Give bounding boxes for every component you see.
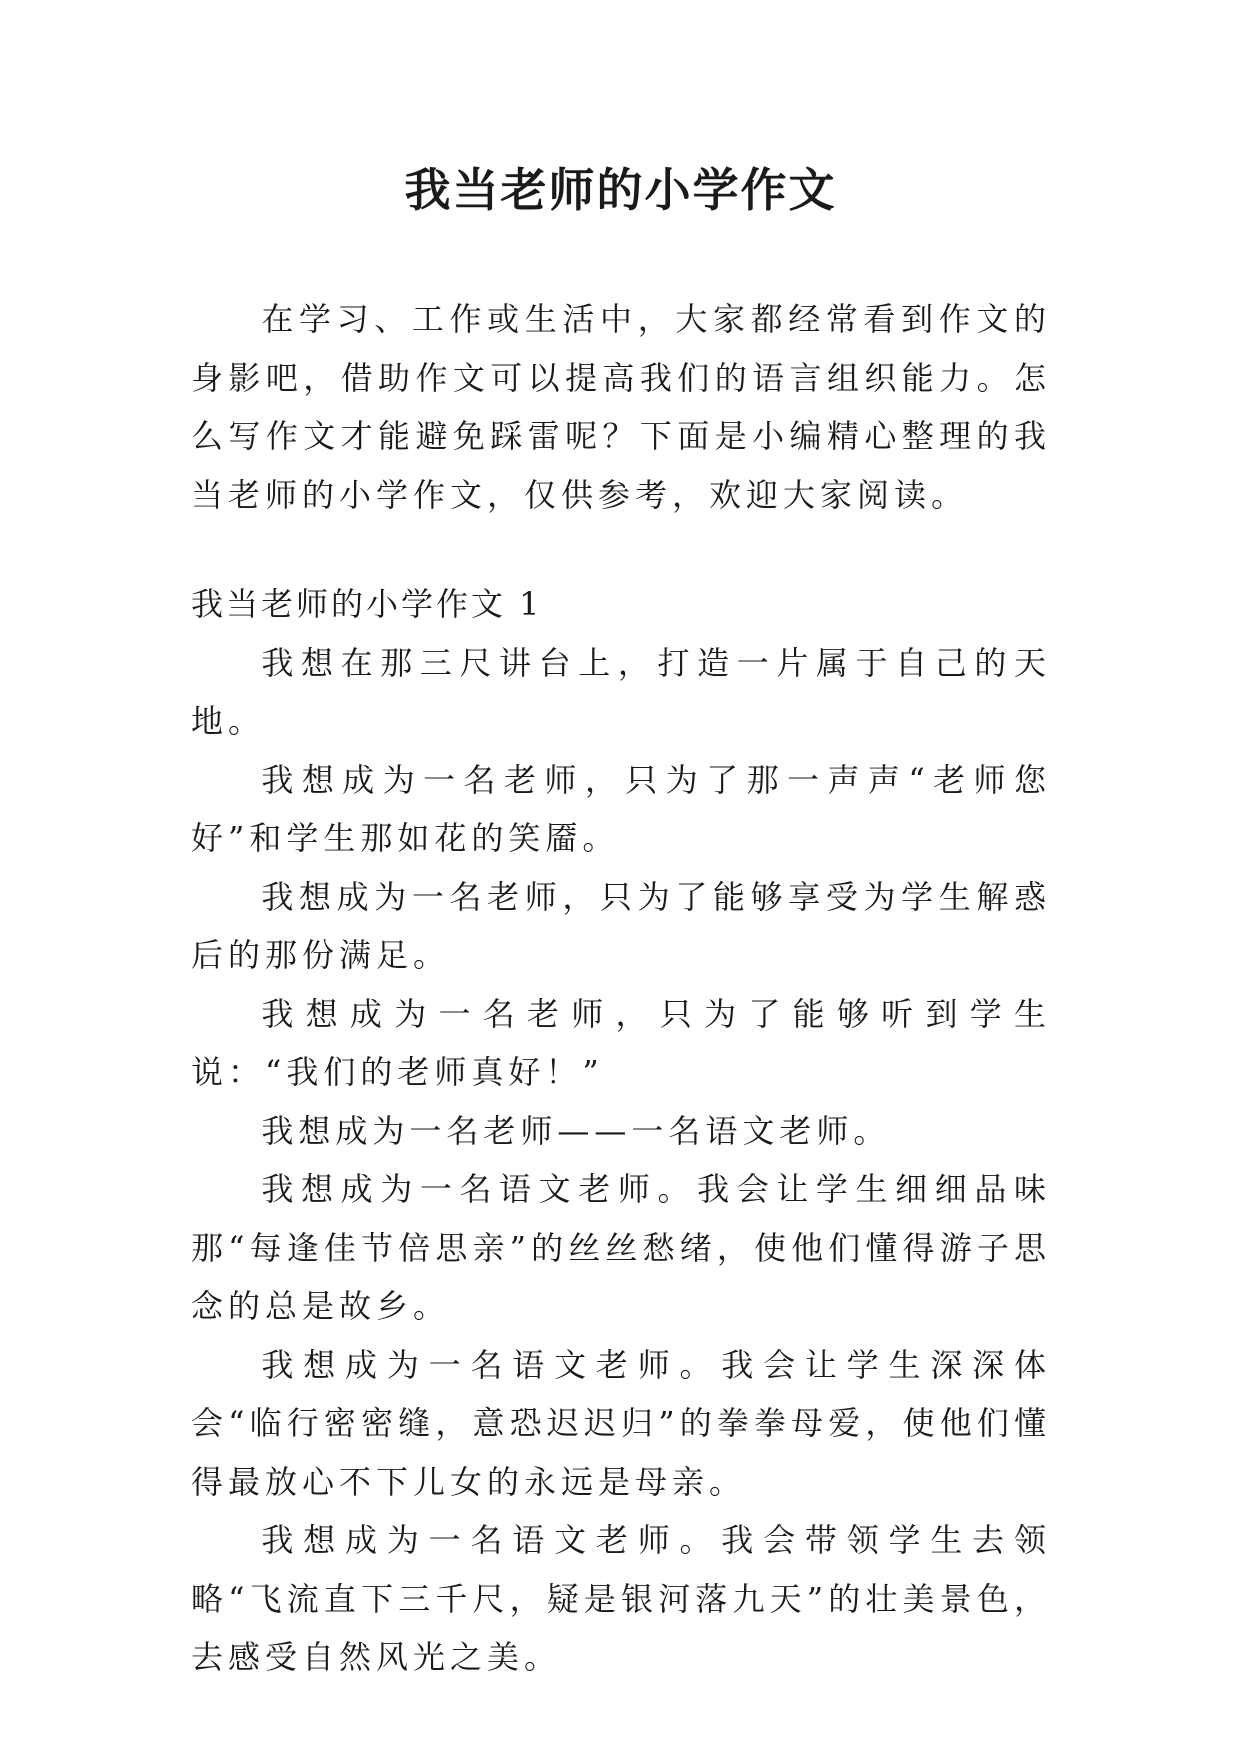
essay-paragraph: 我想成为一名老师——一名语文老师。 bbox=[261, 1111, 891, 1150]
essay-paragraph: 我想成为一名语文老师。我会带领学生去领略“飞流直下三千尺，疑是银河落九天”的壮美景色，去感受自然风光之美。 bbox=[191, 1521, 1051, 1676]
essay-paragraph: 我想成为一名语文老师。我会让学生细细品味那“每逢佳节倍思亲”的丝丝愁绪，使他们懂得游子思念的总是故乡。 bbox=[191, 1170, 1051, 1325]
essay-paragraph: 我想成为一名语文老师。我会让学生深深体会“临行密密缝，意恐迟迟归”的拳拳母爱，使他们懂得最放心不下儿女的永远是母亲。 bbox=[191, 1345, 1051, 1501]
essay-paragraph: 我想成为一名老师，只为了能够享受为学生解惑后的那份满足。 bbox=[191, 877, 1051, 974]
essay-paragraph: 我想成为一名老师，只为了能够听到学生说：“我们的老师真好！” bbox=[191, 994, 1051, 1091]
essay-paragraph: 我想成为一名老师，只为了那一声声“老师您好”和学生那如花的笑靥。 bbox=[191, 760, 1051, 857]
intro-paragraph: 在学习、工作或生活中，大家都经常看到作文的身影吧，借助作文可以提高我们的语言组织能力。怎么写作文才能避免踩雷呢？下面是小编精心整理的我当老师的小学作文，仅供参考，欢迎大家阅读。 bbox=[191, 300, 1051, 514]
section-heading: 我当老师的小学作文 1 bbox=[191, 585, 543, 623]
intro-block bbox=[191, 290, 1051, 524]
essay-paragraph: 我想在那三尺讲台上，打造一片属于自己的天地。 bbox=[191, 643, 1051, 740]
document-title: 我当老师的小学作文 bbox=[404, 163, 837, 217]
essay-block bbox=[191, 575, 1051, 1687]
